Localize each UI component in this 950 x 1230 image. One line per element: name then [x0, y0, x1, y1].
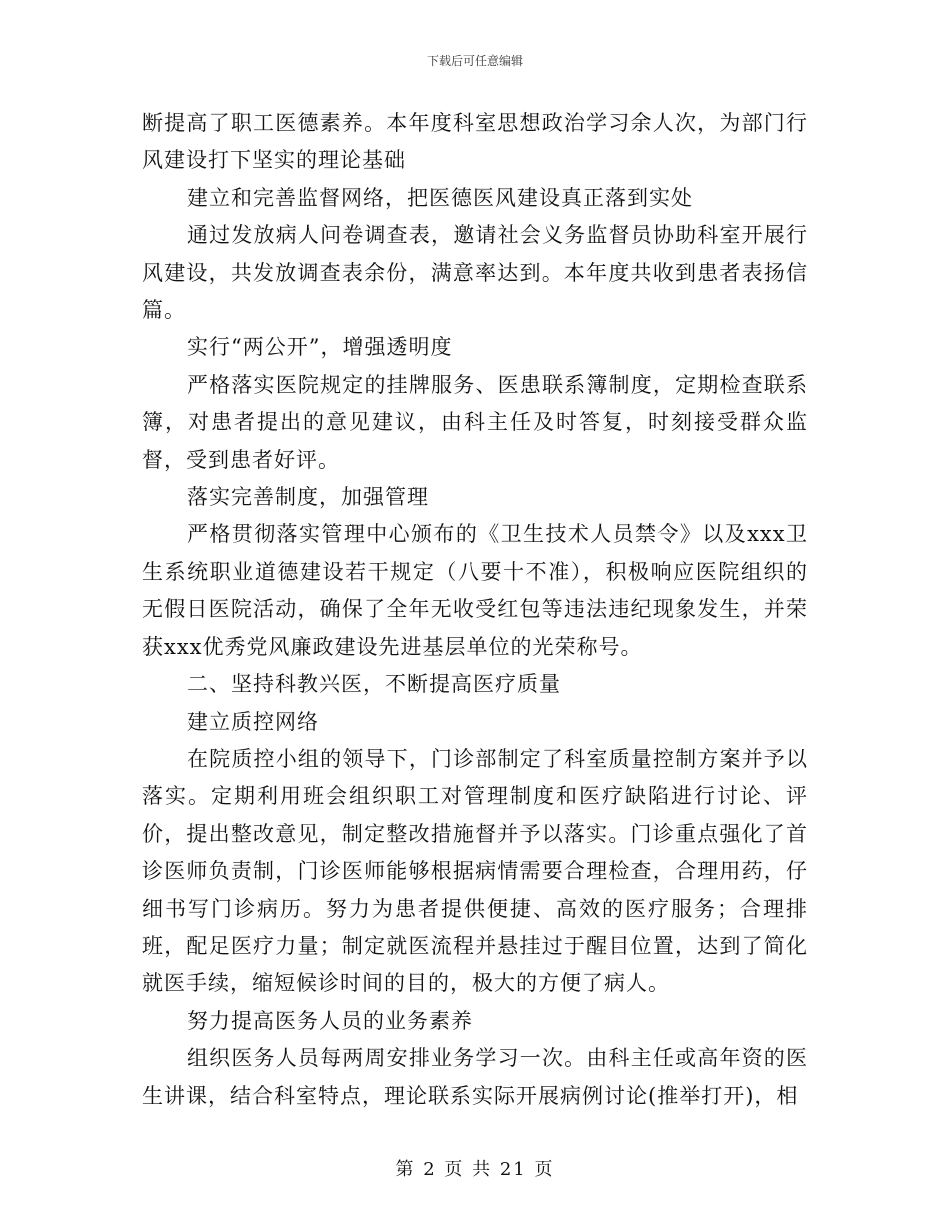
paragraph: 断提高了职工医德素养。本年度科室思想政治学习余人次，为部门行风建设打下坚实的理论基础	[142, 111, 808, 173]
paragraph: 组织医务人员每两周安排业务学习一次。由科主任或高年资的医生讲课，结合科室特点，理论联系实际开展病例讨论(推举打开)，相	[142, 1046, 808, 1108]
section-heading: 实行“两公开”，增强透明度	[187, 335, 453, 360]
section-heading: 建立质控网络	[187, 709, 319, 734]
page-number: 第 2 页 共 21 页	[395, 1159, 555, 1180]
paragraph: 严格落实医院规定的挂牌服务、医患联系簿制度，定期检查联系簿，对患者提出的意见建议，由科主任及时答复，时刻接受群众监督，受到患者好评。	[142, 372, 808, 472]
paragraph: 通过发放病人问卷调查表，邀请社会义务监督员协助科室开展行风建设，共发放调查表余份，满意率达到。本年度共收到患者表扬信篇。	[142, 223, 808, 323]
section-heading: 落实完善制度，加强管理	[187, 485, 429, 510]
section-heading: 二、坚持科教兴医，不断提高医疗质量	[187, 672, 561, 697]
paragraph: 在院质控小组的领导下，门诊部制定了科室质量控制方案并予以落实。定期利用班会组织职工对管理制度和医疗缺陷进行讨论、评价，提出整改意见，制定整改措施督并予以落实。门诊重点强化了首诊医师负责制，门诊医师能够根据病情需要合理检查，合理用药，仔细书写门诊病历。努力为患者提供便捷、高效的医疗服务；合理排班，配足医疗力量；制定就医流程并悬挂过于醒目位置，达到了简化就医手续，缩短候诊时间的目的，极大的方便了病人。	[142, 746, 808, 996]
section-heading: 建立和完善监督网络，把医德医风建设真正落到实处	[187, 185, 693, 210]
section-heading: 努力提高医务人员的业务素养	[187, 1008, 473, 1033]
document-body	[142, 105, 808, 1115]
paragraph: 严格贯彻落实管理中心颁布的《卫生技术人员禁令》以及xxx卫生系统职业道德建设若干规定（八要十不准），积极响应医院组织的无假日医院活动，确保了全年无收受红包等违法违纪现象发生，并荣获xxx优秀党风廉政建设先进基层单位的光荣称号。	[142, 522, 808, 659]
header-note: 下载后可任意编辑	[426, 54, 523, 68]
